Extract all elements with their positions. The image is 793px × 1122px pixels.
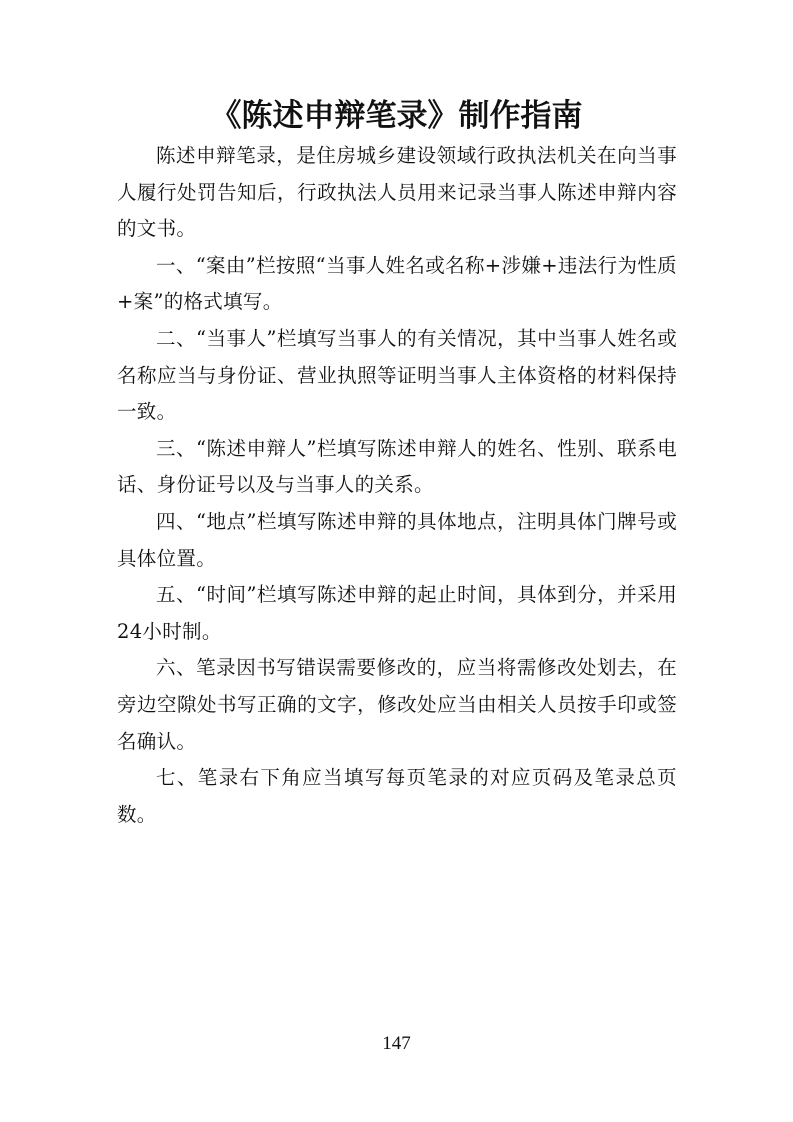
item-statement-person: 三、“陈述申辩人”栏填写陈述申辩人的姓名、性别、联系电话、身份证号以及与当事人的关系。 [117,436,677,497]
document-body [117,138,677,833]
intro-paragraph: 陈述申辩笔录，是住房城乡建设领域行政执法机关在向当事人履行处罚告知后，行政执法人员用来记录当事人陈述申辩内容的文书。 [117,144,677,241]
page-title: 《陈述申辩笔录》制作指南 [210,98,583,134]
item-time: 五、“时间”栏填写陈述申辩的起止时间，具体到分，并采用24小时制。 [117,583,677,643]
item-party: 二、“当事人”栏填写当事人的有关情况，其中当事人姓名或名称应当与身份证、营业执照等证明当事人主体资格的材料保持一致。 [117,326,677,424]
item-case-reason: 一、“案由”栏按照“当事人姓名或名称+涉嫌+违法行为性质+案”的格式填写。 [117,253,677,314]
item-page-numbering: 七、笔录右下角应当填写每页笔录的对应页码及笔录总页数。 [117,766,677,826]
item-corrections: 六、笔录因书写错误需要修改的，应当将需修改处划去，在旁边空隙处书写正确的文字，修改处应当由相关人员按手印或签名确认。 [117,656,677,753]
item-location: 四、“地点”栏填写陈述申辩的具体地点，注明具体门牌号或具体位置。 [117,509,677,570]
page-number: 147 [382,1033,411,1054]
